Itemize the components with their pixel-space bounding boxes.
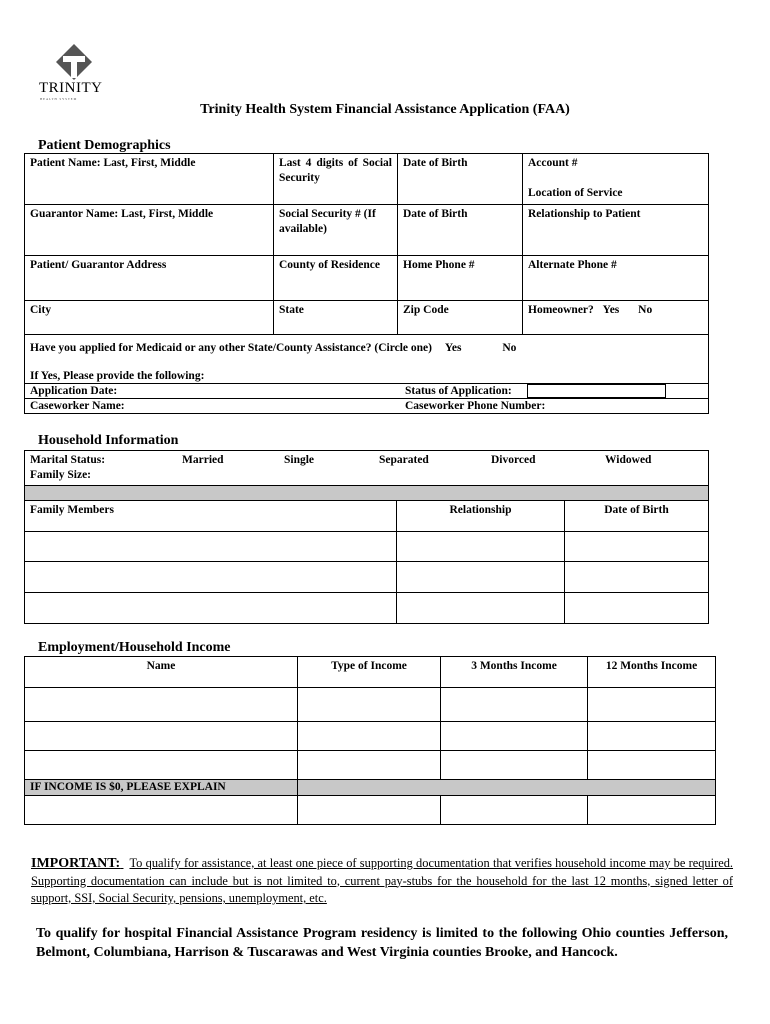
patient-name-label: Patient Name: Last, First, Middle [30, 157, 196, 169]
homeowner-no[interactable]: No [638, 304, 653, 316]
family-members-header: Family Members [25, 501, 397, 532]
homeowner-field [523, 301, 709, 335]
household-table [24, 450, 709, 624]
caseworker-name-label: Caseworker Name: [30, 400, 125, 412]
income-type-header: Type of Income [298, 657, 441, 688]
family-size-label: Family Size: [30, 469, 91, 481]
dob-label: Date of Birth [403, 157, 468, 169]
logo-name: TRINITY [39, 80, 103, 96]
ssn-last4-field[interactable] [274, 154, 398, 205]
family-dob-header: Date of Birth [565, 501, 709, 532]
family-member-cell[interactable] [25, 593, 397, 624]
income-type-cell[interactable] [298, 688, 441, 722]
income-name-cell[interactable] [25, 751, 298, 780]
zero-income-explain-cell[interactable] [25, 796, 298, 825]
medicaid-section [25, 335, 709, 414]
income-type-cell[interactable] [298, 751, 441, 780]
homeowner-label: Homeowner? [528, 304, 594, 316]
relationship-label: Relationship to Patient [528, 208, 641, 220]
application-date-label: Application Date: [30, 385, 118, 397]
patient-name-field[interactable] [25, 154, 274, 205]
family-relationship-cell[interactable] [397, 562, 565, 593]
family-member-cell[interactable] [25, 562, 397, 593]
income-12m-cell[interactable] [588, 796, 716, 825]
income-heading: Employment/Household Income [38, 640, 231, 655]
ssn-full-field[interactable] [274, 205, 398, 256]
zero-income-label: IF INCOME IS $0, PLEASE EXPLAIN [25, 780, 298, 796]
marital-option-widowed[interactable]: Widowed [605, 454, 652, 466]
important-label: IMPORTANT: [31, 856, 121, 871]
family-relationship-cell[interactable] [397, 593, 565, 624]
city-label: City [30, 304, 52, 316]
family-relationship-cell[interactable] [397, 532, 565, 562]
income-type-cell[interactable] [298, 796, 441, 825]
family-dob-cell[interactable] [565, 562, 709, 593]
income-name-cell[interactable] [25, 722, 298, 751]
family-dob-cell[interactable] [565, 593, 709, 624]
income-3m-cell[interactable] [441, 751, 588, 780]
guarantor-name-field[interactable] [25, 205, 274, 256]
dob2-field[interactable] [398, 205, 523, 256]
home-phone-label: Home Phone # [403, 259, 475, 271]
medicaid-question: Have you applied for Medicaid or any other State/County Assistance? (Circle one) [30, 342, 432, 354]
relationship-header: Relationship [397, 501, 565, 532]
home-phone-field[interactable] [398, 256, 523, 301]
caseworker-phone-label: Caseworker Phone Number: [405, 400, 546, 412]
homeowner-yes[interactable]: Yes [602, 304, 620, 316]
guarantor-name-label: Guarantor Name: Last, First, Middle [30, 208, 214, 220]
trinity-logo-mark-icon [36, 42, 112, 84]
page-title: Trinity Health System Financial Assistance Application (FAA) [200, 102, 570, 117]
income-3m-header: 3 Months Income [441, 657, 588, 688]
income-type-cell[interactable] [298, 722, 441, 751]
income-12m-cell[interactable] [588, 722, 716, 751]
status-input[interactable] [527, 384, 666, 398]
city-field[interactable] [25, 301, 274, 335]
county-label: County of Residence [279, 259, 380, 271]
marital-option-divorced[interactable]: Divorced [491, 454, 536, 466]
marital-option-married[interactable]: Married [182, 454, 224, 466]
income-3m-cell[interactable] [441, 722, 588, 751]
gray-divider [25, 486, 709, 501]
state-field[interactable] [274, 301, 398, 335]
state-label: State [279, 304, 304, 316]
account-field[interactable] [523, 154, 709, 205]
zip-label: Zip Code [403, 304, 449, 316]
address-field[interactable] [25, 256, 274, 301]
residency-paragraph: To qualify for hospital Financial Assistance Program residency is limited to the following Ohio counties Jefferson, Belmont, Columbiana, Harrison & Tuscarawas and West Virginia counties Brooke, and Hancock. [36, 926, 728, 960]
important-paragraph [31, 855, 733, 908]
family-dob-cell[interactable] [565, 532, 709, 562]
family-member-cell[interactable] [25, 532, 397, 562]
dob2-label: Date of Birth [403, 208, 468, 220]
income-12m-cell[interactable] [588, 751, 716, 780]
marital-status-row [25, 451, 709, 486]
account-label: Account # [528, 157, 578, 169]
medicaid-yes[interactable]: Yes [444, 342, 462, 354]
alt-phone-field[interactable] [523, 256, 709, 301]
ssn-last4-label: Last 4 digits of Social Security [279, 157, 392, 184]
dob-field[interactable] [398, 154, 523, 205]
marital-status-label: Marital Status: [30, 454, 106, 466]
alt-phone-label: Alternate Phone # [528, 259, 617, 271]
relationship-field[interactable] [523, 205, 709, 256]
status-label: Status of Application: [405, 385, 512, 397]
demographics-heading: Patient Demographics [38, 138, 171, 153]
zero-income-gray [298, 780, 716, 796]
ssn-full-label: Social Security # (If available) [279, 208, 376, 235]
income-12m-cell[interactable] [588, 688, 716, 722]
income-name-cell[interactable] [25, 688, 298, 722]
if-yes-label: If Yes, Please provide the following: [30, 370, 205, 382]
important-text: To qualify for assistance, at least one piece of supporting documentation that verifies household income may be required. Supporting documentation can include but is not limited to, current pay-stubs for the household for the last 12 months, signed letter of support, SSI, Social Security, pensions, unemployment, etc. [31, 856, 733, 905]
marital-option-separated[interactable]: Separated [379, 454, 429, 466]
household-heading: Household Information [38, 433, 179, 448]
marital-option-single[interactable]: Single [284, 454, 315, 466]
income-12m-header: 12 Months Income [588, 657, 716, 688]
zip-field[interactable] [398, 301, 523, 335]
logo-tagline: HEALTH SYSTEM [40, 97, 78, 101]
address-label: Patient/ Guarantor Address [30, 259, 167, 271]
income-3m-cell[interactable] [441, 688, 588, 722]
medicaid-no[interactable]: No [502, 342, 517, 354]
income-table [24, 656, 716, 825]
income-name-header: Name [25, 657, 298, 688]
location-label: Location of Service [528, 187, 623, 199]
county-field[interactable] [274, 256, 398, 301]
trinity-logo [36, 42, 112, 102]
income-3m-cell[interactable] [441, 796, 588, 825]
demographics-table [24, 153, 709, 414]
